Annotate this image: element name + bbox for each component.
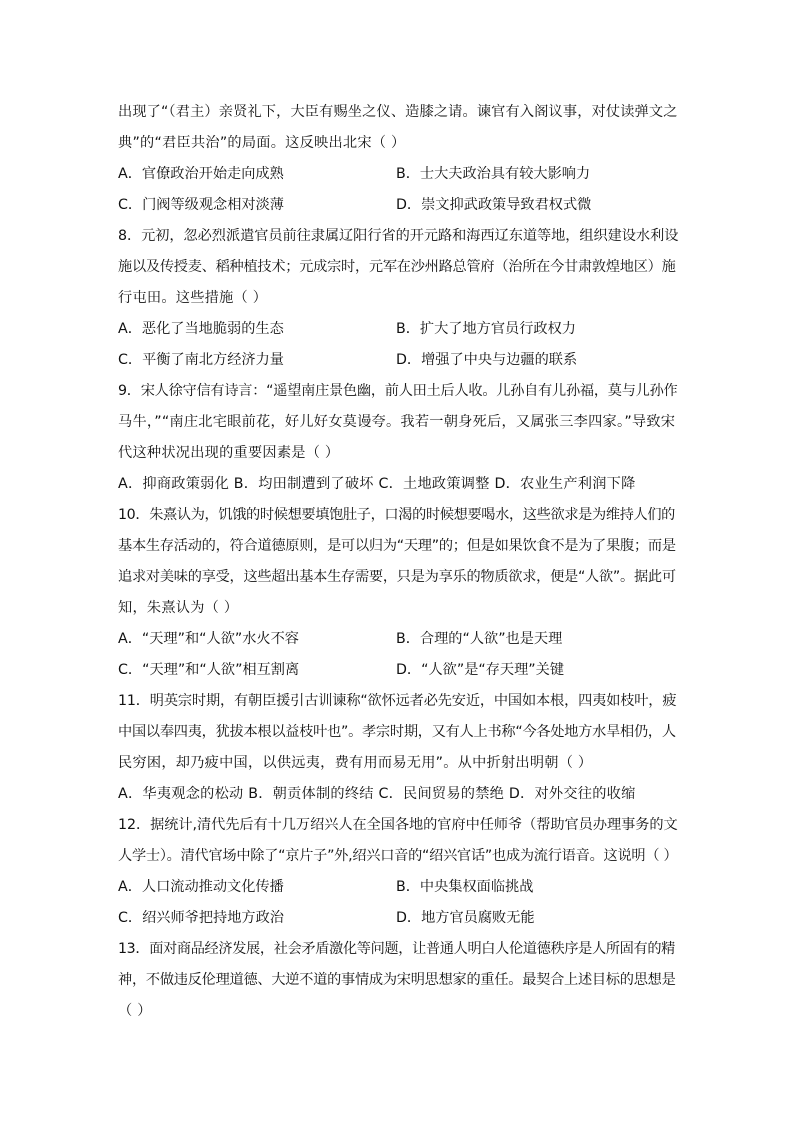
option-b[interactable]: B．士大夫政治具有较大影响力 [396,166,591,182]
question-11-line: 11．明英宗时期，有朝臣援引古训谏称“欲怀远者必先安近，中国如本根，四夷如枝叶，疲 [118,693,677,709]
question-9-options[interactable]: A．抑商政策弱化 B．均田制遭到了破坏 C．土地政策调整 D．农业生产利润下降 [118,476,636,492]
option-d[interactable]: D．地方官员腐败无能 [396,910,535,926]
option-b[interactable]: B．合理的“人欲”也是天理 [396,631,563,647]
option-b[interactable]: B．扩大了地方官员行政权力 [396,321,576,337]
option-row [118,624,678,655]
option-a[interactable]: A．恶化了当地脆弱的生态 [118,321,284,337]
option-a[interactable]: A．官僚政治开始走向成熟 [118,166,284,182]
question-9-line: 代这种状况出现的重要因素是（ ） [118,445,340,461]
question-10-line: 知，朱熹认为（ ） [118,600,239,616]
option-c[interactable]: C．绍兴师爷把持地方政治 [118,910,284,926]
question-12-line: 12．据统计,清代先后有十几万绍兴人在全国各地的官府中任师爷（帮助官员办理事务的文 [118,817,678,833]
option-d[interactable]: D．增强了中央与边疆的联系 [396,352,578,368]
question-8-line: 8．元初，忽必烈派遣官员前往隶属辽阳行省的开元路和海西辽东道等地，组织建设水利设 [118,228,679,244]
question-11-line: 民穷困，却乃疲中国，以供远夷，费有用而易无用”。从中折射出明朝（ ） [118,755,593,771]
question-10-line: 追求对美味的享受，这些超出基本生存需要，只是为享乐的物质欲求，便是“人欲”。据此可 [118,569,676,585]
option-row [118,159,678,190]
option-c[interactable]: C．门阀等级观念相对淡薄 [118,197,284,213]
option-c[interactable]: C．“天理”和“人欲”相互割离 [118,662,300,678]
question-13-line: 神，不做违反伦理道德、大逆不道的事情成为宋明思想家的重任。最契合上述目标的思想是 [118,972,676,988]
question-13-line: （ ） [118,1003,152,1019]
option-row [118,655,678,686]
option-c[interactable]: C．平衡了南北方经济力量 [118,352,284,368]
question-10-line: 基本生存活动的，符合道德原则，是可以归为“天理”的；但是如果饮食不是为了果腹；而是 [118,538,676,554]
question-9-line: 马牛，”“南庄北宅眼前花，好儿好女莫谩夸。我若一朝身死后，又属张三李四家。”导致宋 [118,414,676,430]
question-13-line: 13．面对商品经济发展，社会矛盾激化等问题，让普通人明白人伦道德秩序是人所固有的精 [118,941,676,957]
question-9-line: 9．宋人徐守信有诗言：“遥望南庄景色幽，前人田土后人收。儿孙自有儿孙福，莫与儿孙作 [118,383,678,399]
question-text-line: 出现了“（君主）亲贤礼下，大臣有赐坐之仪、造膝之请。谏官有入阁议事，对仗读弹文之 [118,104,678,120]
question-12-line: 人学士）。清代官场中除了“京片子”外,绍兴口音的“绍兴官话”也成为流行语音。这说明（ ） [118,848,678,864]
option-a[interactable]: A．人口流动推动文化传播 [118,879,284,895]
option-row [118,314,678,345]
question-10-line: 10．朱熹认为，饥饿的时候想要填饱肚子，口渴的时候想要喝水，这些欲求是为维持人们的 [118,507,676,523]
option-row [118,903,678,934]
exam-content [118,97,678,1027]
question-8-line: 施以及传授麦、稻种植技术；元成宗时，元军在沙州路总管府（治所在今甘肃敦煌地区）施 [118,259,676,275]
option-d[interactable]: D．崇文抑武政策导致君权式微 [396,197,592,213]
option-row [118,345,678,376]
question-11-line: 中国以奉四夷，犹拔本根以益枝叶也”。孝宗时期，又有人上书称“今各处地方水旱相仍，人 [118,724,676,740]
option-b[interactable]: B．中央集权面临挑战 [396,879,534,895]
option-a[interactable]: A．“天理”和“人欲”水火不容 [118,631,299,647]
option-row [118,872,678,903]
option-d[interactable]: D．“人欲”是“存天理”关键 [396,662,565,678]
option-row [118,190,678,221]
question-8-line: 行屯田。这些措施（ ） [118,290,268,306]
question-text-line: 典”的“君臣共治”的局面。这反映出北宋（ ） [118,135,406,151]
question-11-options[interactable]: A．华夷观念的松动 B．朝贡体制的终结 C．民间贸易的禁绝 D．对外交往的收缩 [118,786,636,802]
